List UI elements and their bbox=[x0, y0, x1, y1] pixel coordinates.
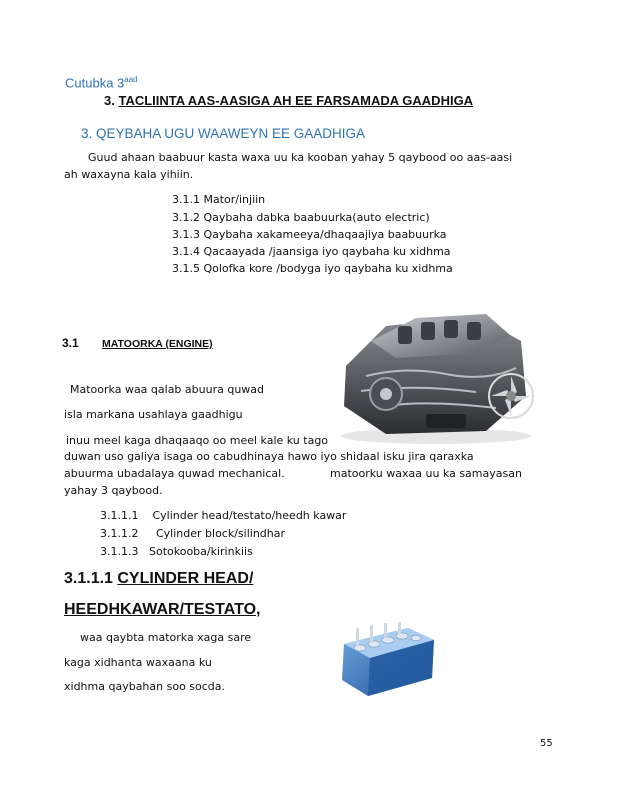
intro-line-1: Guud ahaan baabuur kasta waxa uu ka kooban yahay 5 qaybood oo aas-aasi bbox=[88, 151, 513, 164]
cylinder-text-line: xidhma qaybahan soo socda. bbox=[64, 680, 226, 693]
page-title-text: TACLIINTA AAS-AASIGA AH EE FARSAMADA GAADHIGA bbox=[118, 93, 474, 108]
section-heading: 3. QEYBAHA UGU WAAWEYN EE GAADHIGA bbox=[81, 126, 366, 141]
cylinder-text-line: waa qaybta matorka xaga sare bbox=[80, 631, 252, 644]
subpart-number: 3.1.1.1 bbox=[100, 509, 139, 522]
cylinder-head-heading-comma: , bbox=[256, 601, 261, 618]
toc-item: 3.1.1 Mator/injiin bbox=[172, 193, 266, 206]
section-3-1-number: 3.1 bbox=[62, 336, 79, 350]
subpart-number: 3.1.1.3 bbox=[100, 545, 139, 558]
chapter-label: Cutubka $3^{aad}$ bbox=[65, 75, 138, 91]
subpart-item bbox=[100, 545, 253, 558]
subpart-label: Cylinder block/silindhar bbox=[152, 527, 286, 540]
engine-text-line: isla markana usahlaya gaadhigu bbox=[64, 408, 243, 421]
subpart-item bbox=[100, 527, 285, 540]
engine-text-line: inuu meel kaga dhaqaaqo oo meel kale ku tago bbox=[66, 434, 329, 447]
subpart-item bbox=[100, 509, 346, 522]
page-number: 55 bbox=[540, 738, 553, 749]
subpart-label: Cylinder head/testato/heedh kawar bbox=[152, 509, 347, 522]
cylinder-head-heading-line-1: 3.1.1.1 CYLINDER HEAD/ bbox=[64, 570, 254, 587]
engine-text-line: abuurma ubadalaya quwad mechanical. bbox=[64, 467, 285, 480]
subpart-label: Sotokooba/kirinkiis bbox=[148, 545, 253, 558]
engine-image bbox=[326, 296, 546, 446]
engine-text-line: matoorku waxaa uu ka samayasan bbox=[330, 467, 522, 480]
cylinder-head-heading-underlined: CYLINDER HEAD/ bbox=[117, 570, 254, 587]
toc-item: 3.1.5 Qolofka kore /bodyga iyo qaybaha ku xidhma bbox=[172, 262, 453, 275]
cylinder-text-line: kaga xidhanta waxaana ku bbox=[64, 656, 212, 669]
intro-line-2: ah waxayna kala yihiin. bbox=[64, 168, 194, 181]
section-3-1-title: MATOORKA (ENGINE) bbox=[102, 338, 213, 350]
engine-text-line: duwan uso galiya isaga oo cabudhinaya hawo iyo shidaal isku jira qaraxka bbox=[64, 450, 474, 463]
subpart-number: 3.1.1.2 bbox=[100, 527, 139, 540]
toc-item: 3.1.2 Qaybaha dabka baabuurka(auto electric) bbox=[172, 211, 430, 224]
toc-item: 3.1.4 Qacaayada /jaansiga iyo qaybaha ku xidhma bbox=[172, 245, 451, 258]
page-title: 3. TACLIINTA AAS-AASIGA AH EE FARSAMADA GAADHIGA bbox=[104, 93, 474, 108]
cylinder-head-heading-line-2: HEEDHKAWAR/TESTATO, bbox=[64, 601, 261, 618]
engine-text-line: yahay 3 qaybood. bbox=[64, 484, 163, 497]
engine-text-line: Matoorka waa qalab abuura quwad bbox=[70, 383, 265, 396]
chapter-superscript: aad bbox=[124, 75, 138, 84]
cylinder-block-image bbox=[338, 622, 438, 698]
toc-item: 3.1.3 Qaybaha xakameeya/dhaqaajiya baabuurka bbox=[172, 228, 447, 241]
